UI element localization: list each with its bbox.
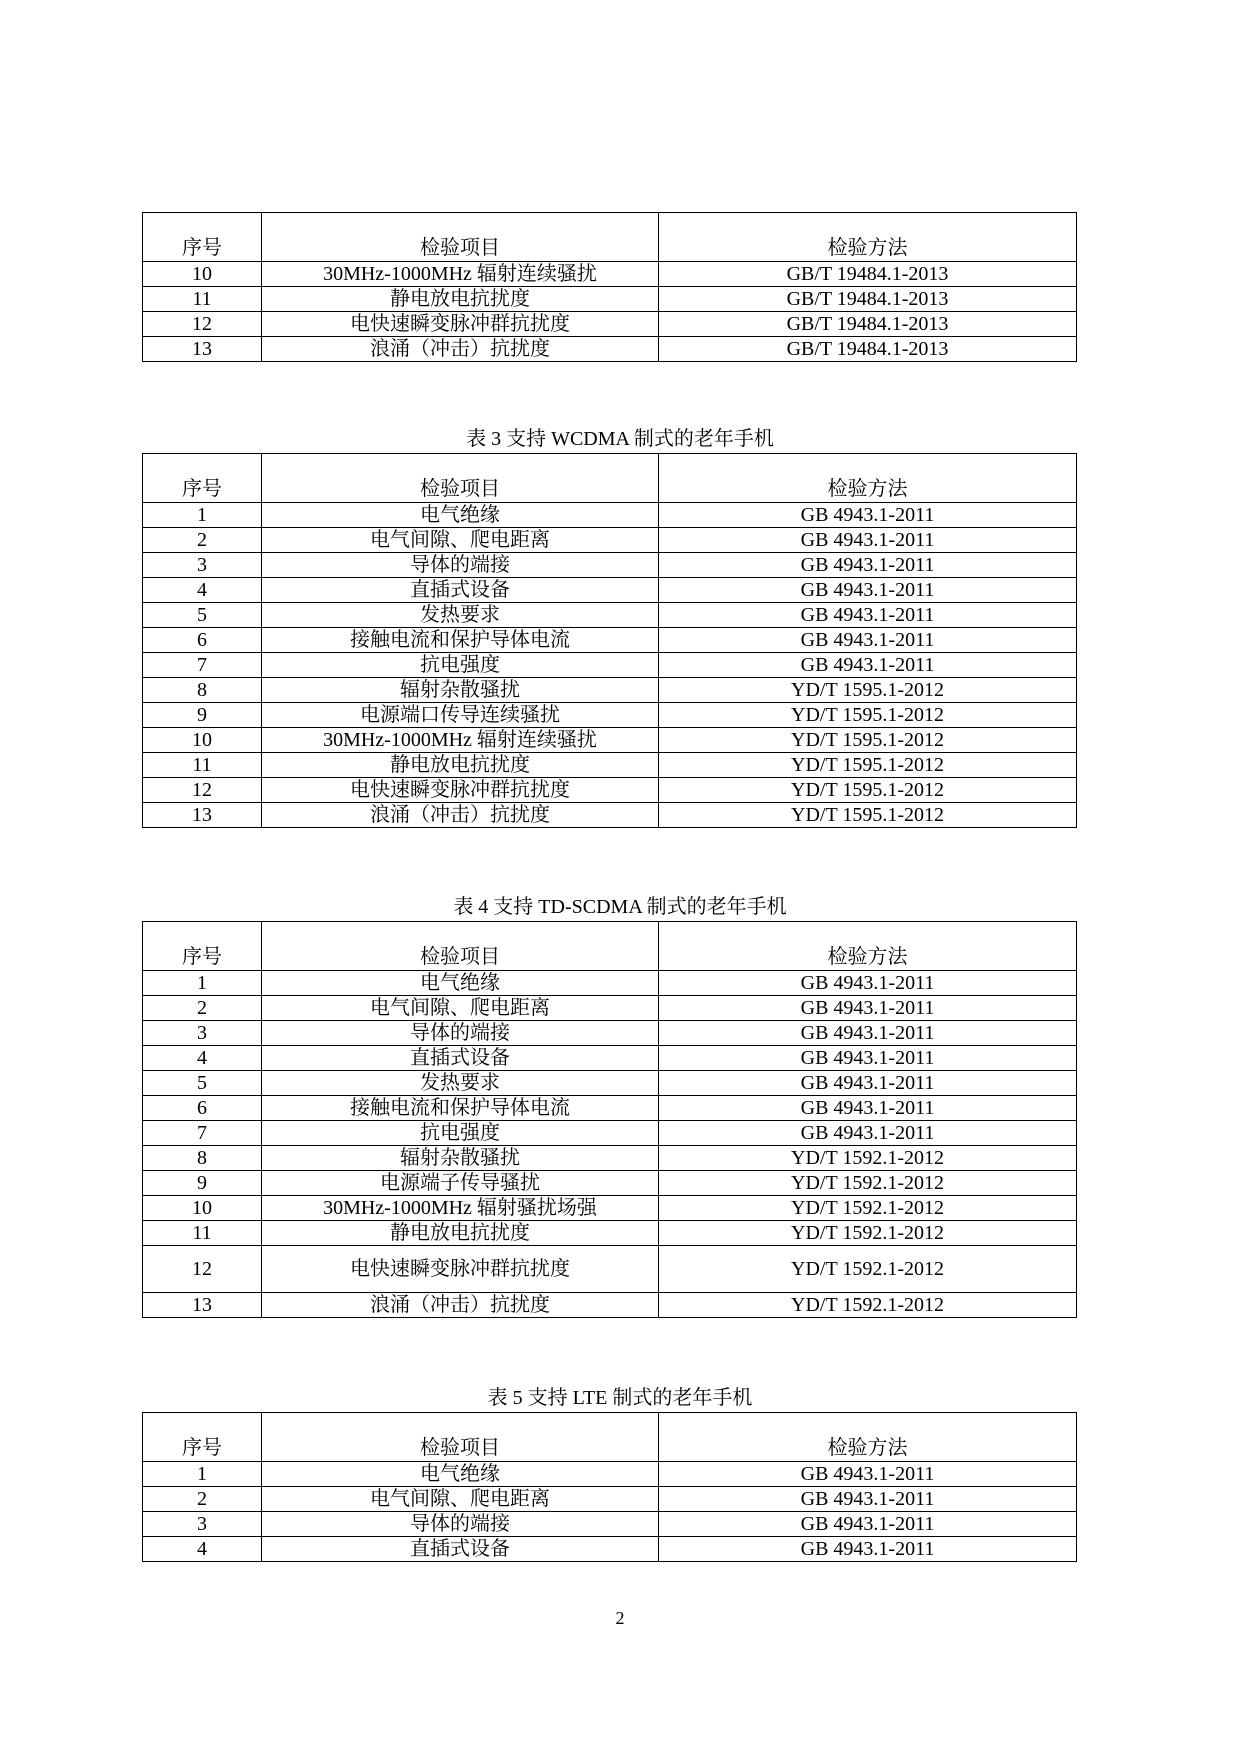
table-cell: GB 4943.1-2011 xyxy=(659,1096,1077,1121)
table-cell: 导体的端接 xyxy=(262,553,659,578)
table-cell: GB 4943.1-2011 xyxy=(659,553,1077,578)
table-row xyxy=(143,971,1077,996)
table-cell: GB 4943.1-2011 xyxy=(659,528,1077,553)
table-cell: 5 xyxy=(143,1071,262,1096)
table-row xyxy=(143,1021,1077,1046)
table-cell: 电气绝缘 xyxy=(262,503,659,528)
table-cell: YD/T 1592.1-2012 xyxy=(659,1146,1077,1171)
table-row xyxy=(143,578,1077,603)
table-cell: 30MHz-1000MHz 辐射骚扰场强 xyxy=(262,1196,659,1221)
table-row xyxy=(143,1537,1077,1562)
table-cell: 静电放电抗扰度 xyxy=(262,1221,659,1246)
table-cell: 10 xyxy=(143,1196,262,1221)
table-cell: GB 4943.1-2011 xyxy=(659,1046,1077,1071)
table-cell: YD/T 1592.1-2012 xyxy=(659,1246,1077,1293)
table-row xyxy=(143,803,1077,828)
table-cell: 4 xyxy=(143,1046,262,1071)
table-3-wcdma xyxy=(142,453,1077,828)
table-cell: 电气间隙、爬电距离 xyxy=(262,1487,659,1512)
table-cell: 电快速瞬变脉冲群抗扰度 xyxy=(262,778,659,803)
header-cell: 序号 xyxy=(143,454,262,503)
table-cell: 直插式设备 xyxy=(262,1537,659,1562)
table-cell: GB 4943.1-2011 xyxy=(659,1537,1077,1562)
header-row xyxy=(143,213,1077,262)
table-cell: 12 xyxy=(143,312,262,337)
table-cell: YD/T 1592.1-2012 xyxy=(659,1196,1077,1221)
table-cell: 10 xyxy=(143,262,262,287)
table-cell: GB 4943.1-2011 xyxy=(659,1071,1077,1096)
table-cell: GB 4943.1-2011 xyxy=(659,1512,1077,1537)
table-cell: YD/T 1595.1-2012 xyxy=(659,753,1077,778)
table-5-lte xyxy=(142,1412,1077,1562)
table-cell: 2 xyxy=(143,528,262,553)
table-cell: 3 xyxy=(143,553,262,578)
table-row xyxy=(143,653,1077,678)
table-row xyxy=(143,1221,1077,1246)
table-row xyxy=(143,1293,1077,1318)
table-continued xyxy=(142,212,1077,362)
table-cell: 导体的端接 xyxy=(262,1512,659,1537)
header-cell: 检验项目 xyxy=(262,922,659,971)
header-cell: 序号 xyxy=(143,213,262,262)
table-cell: 11 xyxy=(143,1221,262,1246)
table-cell: 8 xyxy=(143,678,262,703)
table-cell: YD/T 1592.1-2012 xyxy=(659,1221,1077,1246)
table-row xyxy=(143,337,1077,362)
table-cell: 发热要求 xyxy=(262,1071,659,1096)
table-cell: GB 4943.1-2011 xyxy=(659,628,1077,653)
table-cell: GB/T 19484.1-2013 xyxy=(659,262,1077,287)
table-cell: 7 xyxy=(143,1121,262,1146)
table-cell: 5 xyxy=(143,603,262,628)
table-row xyxy=(143,728,1077,753)
table-row xyxy=(143,262,1077,287)
table-row xyxy=(143,528,1077,553)
table-cell: YD/T 1595.1-2012 xyxy=(659,803,1077,828)
table-cell: 电气绝缘 xyxy=(262,971,659,996)
table-cell: 电源端口传导连续骚扰 xyxy=(262,703,659,728)
table-cell: YD/T 1595.1-2012 xyxy=(659,778,1077,803)
table-cell: 电气绝缘 xyxy=(262,1462,659,1487)
table-cell: 4 xyxy=(143,578,262,603)
table-row xyxy=(143,753,1077,778)
table-cell: 接触电流和保护导体电流 xyxy=(262,628,659,653)
table-cell: YD/T 1592.1-2012 xyxy=(659,1293,1077,1318)
table-cell: YD/T 1595.1-2012 xyxy=(659,678,1077,703)
table-cell: GB 4943.1-2011 xyxy=(659,971,1077,996)
table-row xyxy=(143,1171,1077,1196)
header-row xyxy=(143,1413,1077,1462)
table-row xyxy=(143,287,1077,312)
table-cell: GB 4943.1-2011 xyxy=(659,653,1077,678)
table-cell: GB 4943.1-2011 xyxy=(659,578,1077,603)
table-cell: GB 4943.1-2011 xyxy=(659,503,1077,528)
table-cell: 辐射杂散骚扰 xyxy=(262,1146,659,1171)
table-4-caption: 表 4 支持 TD-SCDMA 制式的老年手机 xyxy=(453,896,787,918)
table-cell: 电气间隙、爬电距离 xyxy=(262,528,659,553)
header-cell: 检验项目 xyxy=(262,454,659,503)
table-cell: 9 xyxy=(143,703,262,728)
table-cell: 12 xyxy=(143,1246,262,1293)
table-row xyxy=(143,778,1077,803)
table-row xyxy=(143,996,1077,1021)
table-cell: 13 xyxy=(143,1293,262,1318)
table-3-caption: 表 3 支持 WCDMA 制式的老年手机 xyxy=(466,428,774,450)
table-cell: 浪涌（冲击）抗扰度 xyxy=(262,803,659,828)
page-number: 2 xyxy=(615,1608,625,1628)
table-row xyxy=(143,1196,1077,1221)
table-cell: GB 4943.1-2011 xyxy=(659,1487,1077,1512)
table-cell: 6 xyxy=(143,628,262,653)
table-cell: 静电放电抗扰度 xyxy=(262,753,659,778)
table-row xyxy=(143,703,1077,728)
table-row xyxy=(143,1071,1077,1096)
table-row xyxy=(143,1487,1077,1512)
table-cell: 4 xyxy=(143,1537,262,1562)
table-5-caption: 表 5 支持 LTE 制式的老年手机 xyxy=(487,1387,753,1409)
table-row xyxy=(143,1121,1077,1146)
table-cell: 3 xyxy=(143,1021,262,1046)
table-cell: 1 xyxy=(143,503,262,528)
table-cell: GB 4943.1-2011 xyxy=(659,1462,1077,1487)
table-cell: YD/T 1595.1-2012 xyxy=(659,728,1077,753)
table-cell: 辐射杂散骚扰 xyxy=(262,678,659,703)
table-cell: 8 xyxy=(143,1146,262,1171)
table-cell: 11 xyxy=(143,753,262,778)
table-cell: GB 4943.1-2011 xyxy=(659,996,1077,1021)
table-row xyxy=(143,603,1077,628)
table-cell: YD/T 1595.1-2012 xyxy=(659,703,1077,728)
table-row xyxy=(143,312,1077,337)
table-row xyxy=(143,1246,1077,1293)
table-row xyxy=(143,1146,1077,1171)
table-cell: GB 4943.1-2011 xyxy=(659,1021,1077,1046)
table-cell: 10 xyxy=(143,728,262,753)
table-cell: GB/T 19484.1-2013 xyxy=(659,312,1077,337)
table-cell: 直插式设备 xyxy=(262,1046,659,1071)
table-cell: 接触电流和保护导体电流 xyxy=(262,1096,659,1121)
table-cell: 3 xyxy=(143,1512,262,1537)
table-cell: 静电放电抗扰度 xyxy=(262,287,659,312)
table-row xyxy=(143,1512,1077,1537)
table-row xyxy=(143,553,1077,578)
table-cell: 12 xyxy=(143,778,262,803)
table-cell: GB/T 19484.1-2013 xyxy=(659,287,1077,312)
table-cell: 导体的端接 xyxy=(262,1021,659,1046)
table-row xyxy=(143,1462,1077,1487)
table-row xyxy=(143,1096,1077,1121)
header-cell: 检验方法 xyxy=(659,1413,1077,1462)
table-cell: 1 xyxy=(143,971,262,996)
table-cell: GB/T 19484.1-2013 xyxy=(659,337,1077,362)
table-cell: 电快速瞬变脉冲群抗扰度 xyxy=(262,312,659,337)
table-cell: GB 4943.1-2011 xyxy=(659,1121,1077,1146)
table-cell: 2 xyxy=(143,996,262,1021)
table-cell: YD/T 1592.1-2012 xyxy=(659,1171,1077,1196)
table-cell: 7 xyxy=(143,653,262,678)
table-cell: 13 xyxy=(143,803,262,828)
table-cell: 电源端子传导骚扰 xyxy=(262,1171,659,1196)
header-row xyxy=(143,454,1077,503)
table-row xyxy=(143,678,1077,703)
header-cell: 检验项目 xyxy=(262,1413,659,1462)
table-cell: 抗电强度 xyxy=(262,1121,659,1146)
table-cell: 浪涌（冲击）抗扰度 xyxy=(262,1293,659,1318)
table-cell: 11 xyxy=(143,287,262,312)
header-cell: 检验方法 xyxy=(659,213,1077,262)
table-cell: 30MHz-1000MHz 辐射连续骚扰 xyxy=(262,262,659,287)
table-cell: 30MHz-1000MHz 辐射连续骚扰 xyxy=(262,728,659,753)
table-cell: 电气间隙、爬电距离 xyxy=(262,996,659,1021)
table-cell: 2 xyxy=(143,1487,262,1512)
table-cell: 电快速瞬变脉冲群抗扰度 xyxy=(262,1246,659,1293)
header-cell: 序号 xyxy=(143,922,262,971)
table-cell: 13 xyxy=(143,337,262,362)
header-cell: 检验方法 xyxy=(659,454,1077,503)
table-row xyxy=(143,1046,1077,1071)
table-cell: 浪涌（冲击）抗扰度 xyxy=(262,337,659,362)
table-cell: 发热要求 xyxy=(262,603,659,628)
table-cell: 直插式设备 xyxy=(262,578,659,603)
table-4-td-scdma xyxy=(142,921,1077,1318)
header-cell: 检验项目 xyxy=(262,213,659,262)
table-cell: GB 4943.1-2011 xyxy=(659,603,1077,628)
table-cell: 9 xyxy=(143,1171,262,1196)
table-row xyxy=(143,503,1077,528)
table-cell: 抗电强度 xyxy=(262,653,659,678)
table-cell: 1 xyxy=(143,1462,262,1487)
table-row xyxy=(143,628,1077,653)
table-cell: 6 xyxy=(143,1096,262,1121)
header-row xyxy=(143,922,1077,971)
header-cell: 检验方法 xyxy=(659,922,1077,971)
header-cell: 序号 xyxy=(143,1413,262,1462)
